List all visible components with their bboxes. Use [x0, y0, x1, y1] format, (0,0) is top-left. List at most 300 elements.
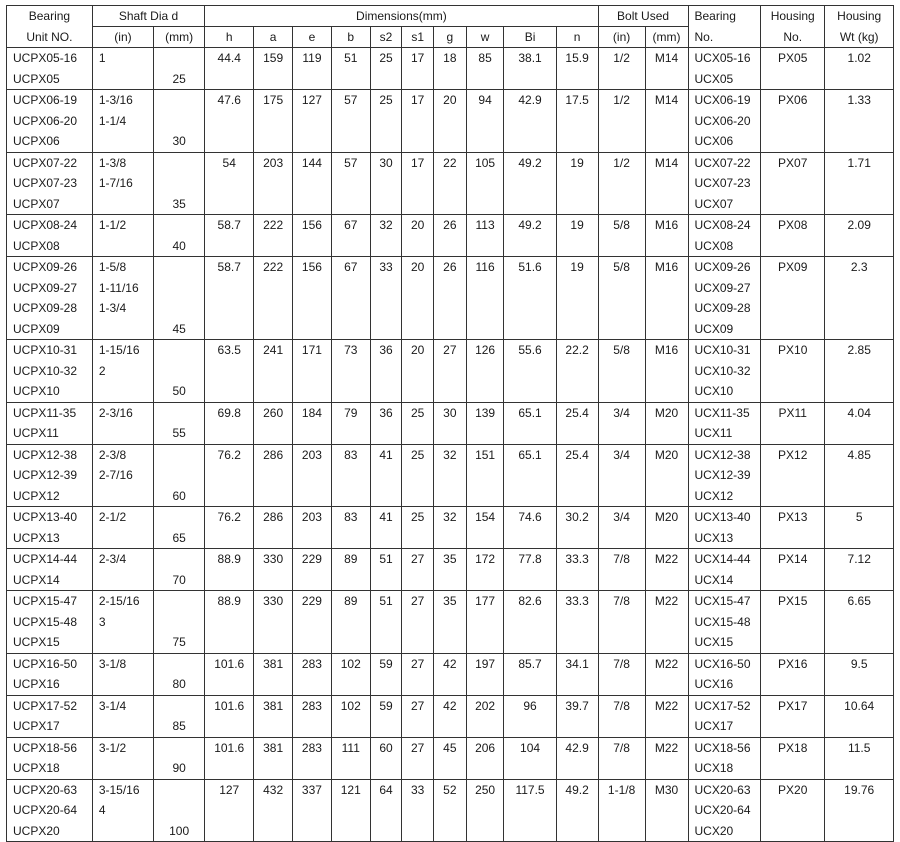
dim-h-cell: 58.7	[205, 257, 254, 340]
dim-h-cell: 76.2	[205, 507, 254, 549]
dim-s1-cell: 25	[402, 444, 434, 507]
dim-bi-cell: 74.6	[504, 507, 556, 549]
header-bolt-used: Bolt Used	[598, 6, 688, 27]
bolt-mm-cell: M20	[645, 402, 688, 444]
shaft-mm-cell: 55	[154, 402, 205, 444]
dim-w-cell: 105	[466, 152, 504, 215]
bearing-unit-no-cell: UCPX17-52 UCPX17	[7, 695, 93, 737]
bearing-spec-table	[6, 5, 894, 842]
housing-wt-cell: 9.5	[825, 653, 894, 695]
dim-h-cell: 76.2	[205, 444, 254, 507]
dim-a-cell: 286	[254, 507, 293, 549]
shaft-in-cell: 1-3/16 1-1/4	[92, 90, 153, 153]
subheader-dim-e: e	[293, 27, 332, 48]
dim-e-cell: 144	[293, 152, 332, 215]
bolt-in-cell: 1/2	[598, 90, 645, 153]
bolt-mm-cell: M22	[645, 591, 688, 654]
shaft-mm-cell: 80	[154, 653, 205, 695]
table-header	[7, 6, 894, 48]
housing-wt-cell: 11.5	[825, 737, 894, 779]
dim-s1-cell: 20	[402, 257, 434, 340]
table-row	[7, 737, 894, 779]
subheader-bolt-mm: (mm)	[645, 27, 688, 48]
bearing-unit-no-cell: UCPX11-35 UCPX11	[7, 402, 93, 444]
bearing-unit-no-cell: UCPX20-63 UCPX20-64 UCPX20	[7, 779, 93, 842]
bolt-in-cell: 5/8	[598, 257, 645, 340]
dim-b-cell: 102	[331, 695, 370, 737]
bolt-mm-cell: M22	[645, 737, 688, 779]
bolt-mm-cell: M14	[645, 48, 688, 90]
bearing-unit-no-cell: UCPX14-44 UCPX14	[7, 549, 93, 591]
header-dimensions: Dimensions(mm)	[205, 6, 598, 27]
dim-h-cell: 101.6	[205, 695, 254, 737]
subheader-dim-g: g	[434, 27, 467, 48]
dim-e-cell: 229	[293, 549, 332, 591]
dim-n-cell: 19	[556, 215, 598, 257]
dim-b-cell: 83	[331, 507, 370, 549]
dim-s1-cell: 27	[402, 653, 434, 695]
bolt-mm-cell: M20	[645, 507, 688, 549]
dim-g-cell: 35	[434, 591, 467, 654]
dim-b-cell: 57	[331, 90, 370, 153]
housing-wt-cell: 1.02	[825, 48, 894, 90]
dim-g-cell: 35	[434, 549, 467, 591]
dim-b-cell: 102	[331, 653, 370, 695]
dim-h-cell: 88.9	[205, 549, 254, 591]
shaft-in-cell: 1-3/8 1-7/16	[92, 152, 153, 215]
dim-n-cell: 19	[556, 152, 598, 215]
dim-a-cell: 241	[254, 340, 293, 403]
dim-s1-cell: 27	[402, 737, 434, 779]
dim-a-cell: 222	[254, 215, 293, 257]
bolt-mm-cell: M22	[645, 695, 688, 737]
dim-b-cell: 73	[331, 340, 370, 403]
bearing-unit-no-cell: UCPX10-31 UCPX10-32 UCPX10	[7, 340, 93, 403]
dim-b-cell: 121	[331, 779, 370, 842]
bearing-no-cell: UCX11-35 UCX11	[688, 402, 761, 444]
shaft-in-cell: 1-1/2	[92, 215, 153, 257]
dim-s2-cell: 64	[370, 779, 402, 842]
shaft-in-cell: 2-3/16	[92, 402, 153, 444]
bolt-mm-cell: M14	[645, 90, 688, 153]
dim-bi-cell: 55.6	[504, 340, 556, 403]
table-row	[7, 653, 894, 695]
dim-h-cell: 44.4	[205, 48, 254, 90]
dim-n-cell: 15.9	[556, 48, 598, 90]
dim-n-cell: 33.3	[556, 591, 598, 654]
housing-no-cell: PX12	[761, 444, 825, 507]
dim-g-cell: 26	[434, 215, 467, 257]
subheader-dim-h: h	[205, 27, 254, 48]
dim-g-cell: 32	[434, 507, 467, 549]
dim-w-cell: 126	[466, 340, 504, 403]
dim-e-cell: 156	[293, 257, 332, 340]
dim-e-cell: 156	[293, 215, 332, 257]
bolt-in-cell: 7/8	[598, 591, 645, 654]
dim-bi-cell: 42.9	[504, 90, 556, 153]
bolt-mm-cell: M30	[645, 779, 688, 842]
housing-no-cell: PX16	[761, 653, 825, 695]
dim-s2-cell: 25	[370, 48, 402, 90]
dim-s2-cell: 41	[370, 444, 402, 507]
table-row	[7, 695, 894, 737]
dim-w-cell: 172	[466, 549, 504, 591]
shaft-mm-cell: 90	[154, 737, 205, 779]
dim-bi-cell: 104	[504, 737, 556, 779]
dim-s2-cell: 51	[370, 549, 402, 591]
bolt-in-cell: 7/8	[598, 695, 645, 737]
housing-wt-cell: 1.71	[825, 152, 894, 215]
dim-n-cell: 17.5	[556, 90, 598, 153]
shaft-mm-cell: 40	[154, 215, 205, 257]
housing-no-cell: PX08	[761, 215, 825, 257]
bearing-unit-no-cell: UCPX07-22 UCPX07-23 UCPX07	[7, 152, 93, 215]
dim-w-cell: 139	[466, 402, 504, 444]
dim-a-cell: 330	[254, 549, 293, 591]
dim-e-cell: 171	[293, 340, 332, 403]
table-body	[7, 48, 894, 842]
table-row	[7, 152, 894, 215]
dim-a-cell: 381	[254, 653, 293, 695]
table-row	[7, 507, 894, 549]
dim-bi-cell: 77.8	[504, 549, 556, 591]
dim-s1-cell: 27	[402, 549, 434, 591]
dim-n-cell: 42.9	[556, 737, 598, 779]
dim-g-cell: 45	[434, 737, 467, 779]
shaft-mm-cell: 25	[154, 48, 205, 90]
table-row	[7, 340, 894, 403]
housing-no-cell: PX17	[761, 695, 825, 737]
bearing-unit-no-cell: UCPX15-47 UCPX15-48 UCPX15	[7, 591, 93, 654]
dim-n-cell: 25.4	[556, 444, 598, 507]
dim-s2-cell: 51	[370, 591, 402, 654]
bolt-mm-cell: M14	[645, 152, 688, 215]
subheader-dim-b: b	[331, 27, 370, 48]
shaft-mm-cell: 75	[154, 591, 205, 654]
dim-bi-cell: 49.2	[504, 152, 556, 215]
bolt-mm-cell: M22	[645, 549, 688, 591]
dim-w-cell: 154	[466, 507, 504, 549]
header-housing-wt: Housing Wt (kg)	[825, 6, 894, 48]
dim-g-cell: 30	[434, 402, 467, 444]
dim-s2-cell: 60	[370, 737, 402, 779]
housing-no-cell: PX18	[761, 737, 825, 779]
dim-s1-cell: 27	[402, 695, 434, 737]
shaft-in-cell: 3-1/8	[92, 653, 153, 695]
bolt-in-cell: 7/8	[598, 653, 645, 695]
bolt-in-cell: 3/4	[598, 402, 645, 444]
housing-no-cell: PX13	[761, 507, 825, 549]
bearing-no-cell: UCX18-56 UCX18	[688, 737, 761, 779]
dim-n-cell: 49.2	[556, 779, 598, 842]
dim-s1-cell: 20	[402, 340, 434, 403]
bolt-in-cell: 7/8	[598, 549, 645, 591]
dim-s2-cell: 36	[370, 340, 402, 403]
housing-wt-cell: 7.12	[825, 549, 894, 591]
housing-wt-cell: 2.3	[825, 257, 894, 340]
header-shaft-dia: Shaft Dia d	[92, 6, 204, 27]
bearing-no-cell: UCX06-19 UCX06-20 UCX06	[688, 90, 761, 153]
dim-w-cell: 206	[466, 737, 504, 779]
table-row	[7, 402, 894, 444]
dim-s2-cell: 30	[370, 152, 402, 215]
dim-s2-cell: 41	[370, 507, 402, 549]
table-row	[7, 779, 894, 842]
dim-a-cell: 260	[254, 402, 293, 444]
housing-no-cell: PX07	[761, 152, 825, 215]
shaft-in-cell: 3-15/16 4	[92, 779, 153, 842]
dim-b-cell: 67	[331, 257, 370, 340]
bolt-in-cell: 1/2	[598, 152, 645, 215]
shaft-in-cell: 1	[92, 48, 153, 90]
dim-e-cell: 283	[293, 695, 332, 737]
dim-e-cell: 203	[293, 444, 332, 507]
dim-s1-cell: 17	[402, 48, 434, 90]
dim-s2-cell: 25	[370, 90, 402, 153]
dim-s1-cell: 17	[402, 90, 434, 153]
bearing-no-cell: UCX15-47 UCX15-48 UCX15	[688, 591, 761, 654]
dim-w-cell: 151	[466, 444, 504, 507]
dim-b-cell: 79	[331, 402, 370, 444]
dim-g-cell: 22	[434, 152, 467, 215]
table-row	[7, 48, 894, 90]
header-housing-no: Housing No.	[761, 6, 825, 48]
shaft-mm-cell: 30	[154, 90, 205, 153]
shaft-in-cell: 2-3/8 2-7/16	[92, 444, 153, 507]
housing-no-cell: PX11	[761, 402, 825, 444]
dim-bi-cell: 65.1	[504, 402, 556, 444]
bearing-unit-no-cell: UCPX18-56 UCPX18	[7, 737, 93, 779]
dim-w-cell: 177	[466, 591, 504, 654]
dim-g-cell: 20	[434, 90, 467, 153]
housing-wt-cell: 10.64	[825, 695, 894, 737]
dim-a-cell: 222	[254, 257, 293, 340]
subheader-dim-w: w	[466, 27, 504, 48]
bolt-in-cell: 5/8	[598, 215, 645, 257]
housing-no-cell: PX06	[761, 90, 825, 153]
dim-a-cell: 286	[254, 444, 293, 507]
subheader-dim-bi: Bi	[504, 27, 556, 48]
dim-n-cell: 33.3	[556, 549, 598, 591]
bolt-in-cell: 5/8	[598, 340, 645, 403]
bolt-in-cell: 1/2	[598, 48, 645, 90]
shaft-in-cell: 3-1/4	[92, 695, 153, 737]
dim-n-cell: 39.7	[556, 695, 598, 737]
housing-no-cell: PX15	[761, 591, 825, 654]
housing-wt-cell: 4.85	[825, 444, 894, 507]
dim-a-cell: 381	[254, 737, 293, 779]
shaft-in-cell: 2-15/16 3	[92, 591, 153, 654]
dim-e-cell: 283	[293, 737, 332, 779]
dim-h-cell: 63.5	[205, 340, 254, 403]
bearing-no-cell: UCX12-38 UCX12-39 UCX12	[688, 444, 761, 507]
bearing-no-cell: UCX05-16 UCX05	[688, 48, 761, 90]
dim-a-cell: 381	[254, 695, 293, 737]
dim-w-cell: 250	[466, 779, 504, 842]
subheader-dim-s1: s1	[402, 27, 434, 48]
dim-e-cell: 337	[293, 779, 332, 842]
bearing-no-cell: UCX10-31 UCX10-32 UCX10	[688, 340, 761, 403]
dim-h-cell: 88.9	[205, 591, 254, 654]
dim-s2-cell: 32	[370, 215, 402, 257]
dim-a-cell: 159	[254, 48, 293, 90]
dim-s2-cell: 59	[370, 695, 402, 737]
dim-bi-cell: 51.6	[504, 257, 556, 340]
housing-wt-cell: 1.33	[825, 90, 894, 153]
bolt-mm-cell: M16	[645, 215, 688, 257]
subheader-shaft-mm: (mm)	[154, 27, 205, 48]
dim-b-cell: 57	[331, 152, 370, 215]
dim-s2-cell: 36	[370, 402, 402, 444]
housing-wt-cell: 5	[825, 507, 894, 549]
bearing-unit-no-cell: UCPX12-38 UCPX12-39 UCPX12	[7, 444, 93, 507]
dim-n-cell: 19	[556, 257, 598, 340]
bearing-no-cell: UCX08-24 UCX08	[688, 215, 761, 257]
table-row	[7, 215, 894, 257]
dim-w-cell: 94	[466, 90, 504, 153]
dim-a-cell: 203	[254, 152, 293, 215]
dim-bi-cell: 65.1	[504, 444, 556, 507]
bearing-unit-no-cell: UCPX13-40 UCPX13	[7, 507, 93, 549]
housing-wt-cell: 4.04	[825, 402, 894, 444]
bolt-in-cell: 3/4	[598, 444, 645, 507]
dim-a-cell: 330	[254, 591, 293, 654]
dim-e-cell: 203	[293, 507, 332, 549]
shaft-mm-cell: 50	[154, 340, 205, 403]
dim-e-cell: 127	[293, 90, 332, 153]
dim-w-cell: 85	[466, 48, 504, 90]
dim-s1-cell: 25	[402, 402, 434, 444]
bearing-no-cell: UCX13-40 UCX13	[688, 507, 761, 549]
dim-s1-cell: 17	[402, 152, 434, 215]
dim-e-cell: 229	[293, 591, 332, 654]
dim-g-cell: 27	[434, 340, 467, 403]
dim-b-cell: 51	[331, 48, 370, 90]
bolt-mm-cell: M16	[645, 257, 688, 340]
shaft-mm-cell: 35	[154, 152, 205, 215]
bolt-mm-cell: M22	[645, 653, 688, 695]
dim-n-cell: 34.1	[556, 653, 598, 695]
table-row	[7, 90, 894, 153]
dim-g-cell: 18	[434, 48, 467, 90]
housing-no-cell: PX10	[761, 340, 825, 403]
dim-b-cell: 83	[331, 444, 370, 507]
shaft-mm-cell: 70	[154, 549, 205, 591]
bearing-unit-no-cell: UCPX16-50 UCPX16	[7, 653, 93, 695]
header-bearing-unit-no: Bearing Unit NO.	[7, 6, 93, 48]
shaft-mm-cell: 45	[154, 257, 205, 340]
dim-h-cell: 47.6	[205, 90, 254, 153]
housing-wt-cell: 2.09	[825, 215, 894, 257]
dim-s2-cell: 33	[370, 257, 402, 340]
dim-a-cell: 432	[254, 779, 293, 842]
dim-e-cell: 283	[293, 653, 332, 695]
bearing-no-cell: UCX20-63 UCX20-64 UCX20	[688, 779, 761, 842]
table-row	[7, 549, 894, 591]
subheader-bolt-in: (in)	[598, 27, 645, 48]
subheader-dim-s2: s2	[370, 27, 402, 48]
dim-bi-cell: 117.5	[504, 779, 556, 842]
dim-h-cell: 101.6	[205, 737, 254, 779]
bearing-unit-no-cell: UCPX08-24 UCPX08	[7, 215, 93, 257]
dim-h-cell: 101.6	[205, 653, 254, 695]
dim-n-cell: 25.4	[556, 402, 598, 444]
bearing-unit-no-cell: UCPX09-26 UCPX09-27 UCPX09-28 UCPX09	[7, 257, 93, 340]
table-row	[7, 257, 894, 340]
housing-no-cell: PX09	[761, 257, 825, 340]
shaft-in-cell: 1-5/8 1-11/16 1-3/4	[92, 257, 153, 340]
shaft-in-cell: 2-1/2	[92, 507, 153, 549]
dim-bi-cell: 82.6	[504, 591, 556, 654]
shaft-in-cell: 2-3/4	[92, 549, 153, 591]
dim-bi-cell: 49.2	[504, 215, 556, 257]
dim-s1-cell: 20	[402, 215, 434, 257]
shaft-in-cell: 1-15/16 2	[92, 340, 153, 403]
bearing-unit-no-cell: UCPX06-19 UCPX06-20 UCPX06	[7, 90, 93, 153]
shaft-mm-cell: 65	[154, 507, 205, 549]
dim-e-cell: 119	[293, 48, 332, 90]
dim-b-cell: 67	[331, 215, 370, 257]
bearing-no-cell: UCX16-50 UCX16	[688, 653, 761, 695]
subheader-dim-a: a	[254, 27, 293, 48]
bolt-in-cell: 1-1/8	[598, 779, 645, 842]
dim-bi-cell: 38.1	[504, 48, 556, 90]
dim-g-cell: 42	[434, 695, 467, 737]
dim-g-cell: 26	[434, 257, 467, 340]
housing-no-cell: PX20	[761, 779, 825, 842]
bolt-in-cell: 3/4	[598, 507, 645, 549]
dim-s1-cell: 33	[402, 779, 434, 842]
housing-wt-cell: 2.85	[825, 340, 894, 403]
dim-h-cell: 58.7	[205, 215, 254, 257]
dim-n-cell: 30.2	[556, 507, 598, 549]
bearing-unit-no-cell: UCPX05-16 UCPX05	[7, 48, 93, 90]
bearing-no-cell: UCX17-52 UCX17	[688, 695, 761, 737]
dim-e-cell: 184	[293, 402, 332, 444]
dim-n-cell: 22.2	[556, 340, 598, 403]
dim-b-cell: 89	[331, 549, 370, 591]
bolt-mm-cell: M20	[645, 444, 688, 507]
dim-a-cell: 175	[254, 90, 293, 153]
dim-w-cell: 202	[466, 695, 504, 737]
housing-no-cell: PX14	[761, 549, 825, 591]
bolt-mm-cell: M16	[645, 340, 688, 403]
dim-h-cell: 54	[205, 152, 254, 215]
housing-no-cell: PX05	[761, 48, 825, 90]
dim-b-cell: 89	[331, 591, 370, 654]
dim-w-cell: 197	[466, 653, 504, 695]
subheader-shaft-in: (in)	[92, 27, 153, 48]
table-row	[7, 444, 894, 507]
housing-wt-cell: 6.65	[825, 591, 894, 654]
dim-w-cell: 113	[466, 215, 504, 257]
dim-h-cell: 127	[205, 779, 254, 842]
bearing-no-cell: UCX14-44 UCX14	[688, 549, 761, 591]
dim-b-cell: 111	[331, 737, 370, 779]
dim-bi-cell: 96	[504, 695, 556, 737]
table-row	[7, 591, 894, 654]
bolt-in-cell: 7/8	[598, 737, 645, 779]
shaft-mm-cell: 60	[154, 444, 205, 507]
dim-g-cell: 52	[434, 779, 467, 842]
dim-bi-cell: 85.7	[504, 653, 556, 695]
shaft-mm-cell: 100	[154, 779, 205, 842]
dim-s1-cell: 25	[402, 507, 434, 549]
dim-s2-cell: 59	[370, 653, 402, 695]
dim-g-cell: 32	[434, 444, 467, 507]
dim-s1-cell: 27	[402, 591, 434, 654]
dim-g-cell: 42	[434, 653, 467, 695]
